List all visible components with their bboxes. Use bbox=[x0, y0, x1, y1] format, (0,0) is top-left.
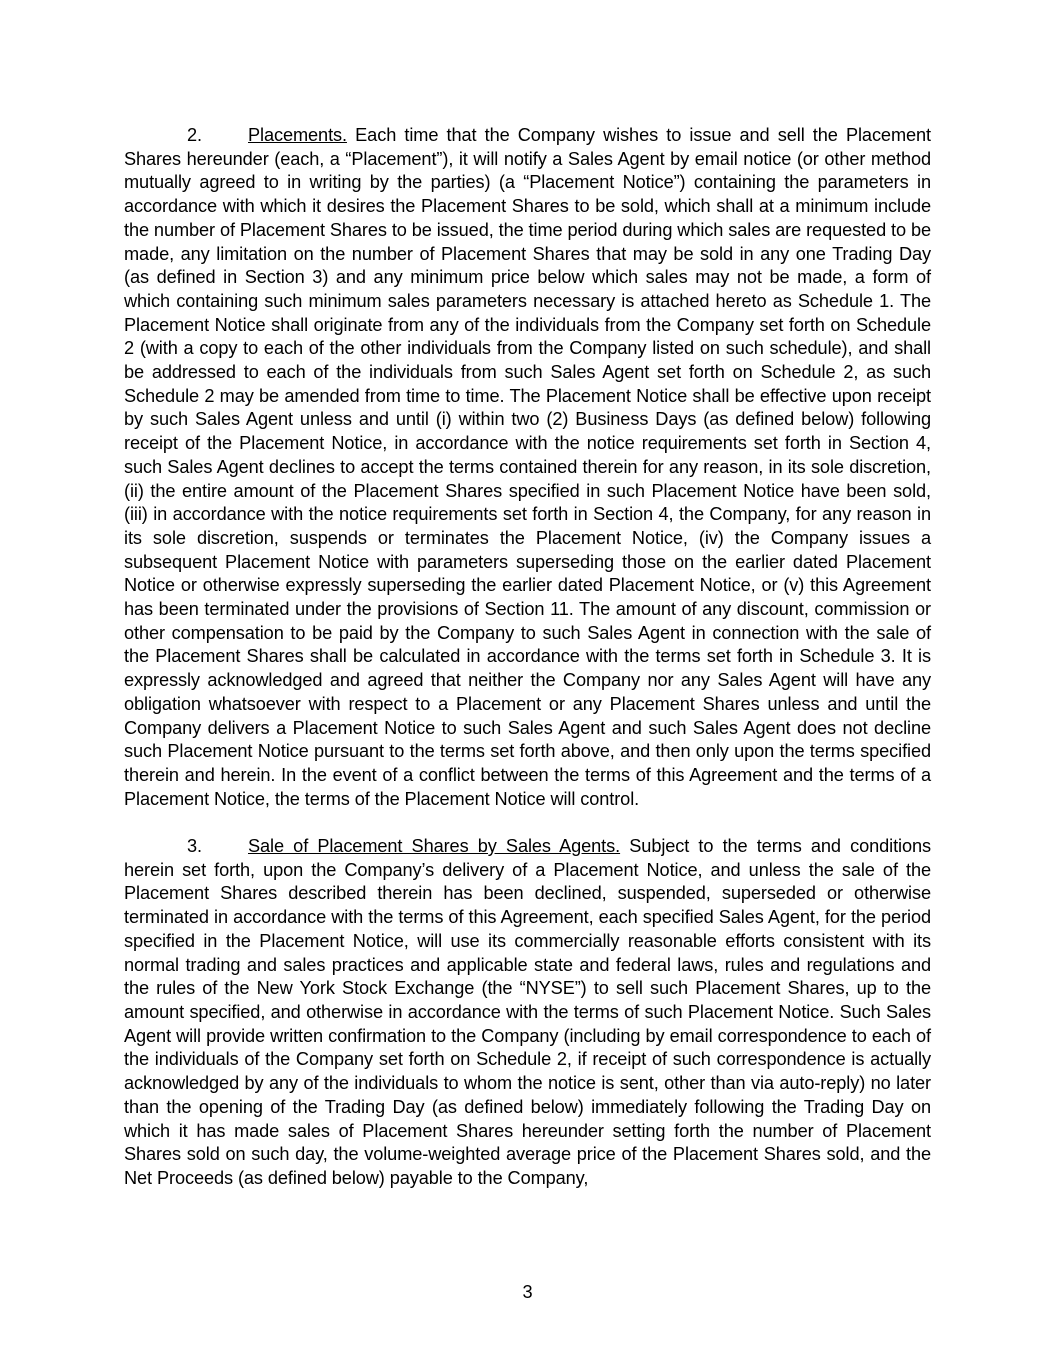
section-3-number: 3. bbox=[187, 836, 202, 857]
section-2-heading: Placements. bbox=[248, 125, 347, 145]
section-2-number: 2. bbox=[187, 125, 202, 145]
section-3-paragraph bbox=[124, 835, 931, 1191]
document-page bbox=[124, 124, 931, 1191]
section-3-heading: Sale of Placement Shares by Sales Agents. bbox=[248, 836, 621, 857]
page-number: 3 bbox=[522, 1282, 533, 1302]
section-3-body: Subject to the terms and conditions herein set forth, upon the Company’s delivery of a Placement Notice, and unless the sale of the Placement Shares described therein has been declined, suspended, superseded or otherwise terminated in accordance with the terms of this Agreement, each specified Sales Agent, for the period specified in the Placement Notice, will use its commercially reasonable efforts consistent with its normal trading and sales practices and applicable state and federal laws, rules and regulations and the rules of the New York Stock Exchange (the “NYSE”) to sell such Placement Shares, up to the amount specified, and otherwise in accordance with the terms of such Placement Notice. Such Sales Agent will provide written confirmation to the Company (including by email correspondence to each of the individuals of the Company set forth on Schedule 2, if receipt of such correspondence is actually acknowledged by any of the individuals to whom the notice is sent, other than via auto-reply) no later than the opening of the Trading Day (as defined below) immediately following the Trading Day on which it has made sales of Placement Shares hereunder setting forth the number of Placement Shares sold on such day, the volume-weighted average price of the Placement Shares sold, and the Net Proceeds (as defined below) payable to the Company, bbox=[124, 836, 931, 1188]
section-2-paragraph bbox=[124, 124, 931, 811]
section-2-body: Each time that the Company wishes to issue and sell the Placement Shares hereunder (each, a “Placement”), it will notify a Sales Agent by email notice (or other method mutually agreed to in writing by the parties) (a “Placement Notice”) containing the parameters in accordance with which it desires the Placement Shares to be sold, which shall at a minimum include the number of Placement Shares to be issued, the time period during which sales are requested to be made, any limitation on the number of Placement Shares that may be sold in any one Trading Day (as defined in Section 3) and any minimum price below which sales may not be made, a form of which containing such minimum sales parameters necessary is attached hereto as Schedule 1. The Placement Notice shall originate from any of the individuals from the Company set forth on Schedule 2 (with a copy to each of the other individuals from the Company listed on such schedule), and shall be addressed to each of the individuals from such Sales Agent set forth on Schedule 2, as such Schedule 2 may be amended from time to time. The Placement Notice shall be effective upon receipt by such Sales Agent unless and until (i) within two (2) Business Days (as defined below) following receipt of the Placement Notice, in accordance with the notice requirements set forth in Section 4, such Sales Agent declines to accept the terms contained therein for any reason, in its sole discretion, (ii) the entire amount of the Placement Shares specified in such Placement Notice have been sold, (iii) in accordance with the notice requirements set forth in Section 4, the Company, for any reason in its sole discretion, suspends or terminates the Placement Notice, (iv) the Company issues a subsequent Placement Notice with parameters superseding those on the earlier dated Placement Notice or otherwise expressly superseding the earlier dated Placement Notice, or (v) this Agreement has been terminated under the provisions of Section 11. The amount of any discount, commission or other compensation to be paid by the Company to such Sales Agent in connection with the sale of the Placement Shares shall be calculated in accordance with the terms set forth in Schedule 3. It is expressly acknowledged and agreed that neither the Company nor any Sales Agent will have any obligation whatsoever with respect to a Placement or any Placement Shares unless and until the Company delivers a Placement Notice to such Sales Agent and such Sales Agent does not decline such Placement Notice pursuant to the terms set forth above, and then only upon the terms specified therein and herein. In the event of a conflict between the terms of this Agreement and the terms of a Placement Notice, the terms of the Placement Notice will control. bbox=[124, 125, 931, 809]
